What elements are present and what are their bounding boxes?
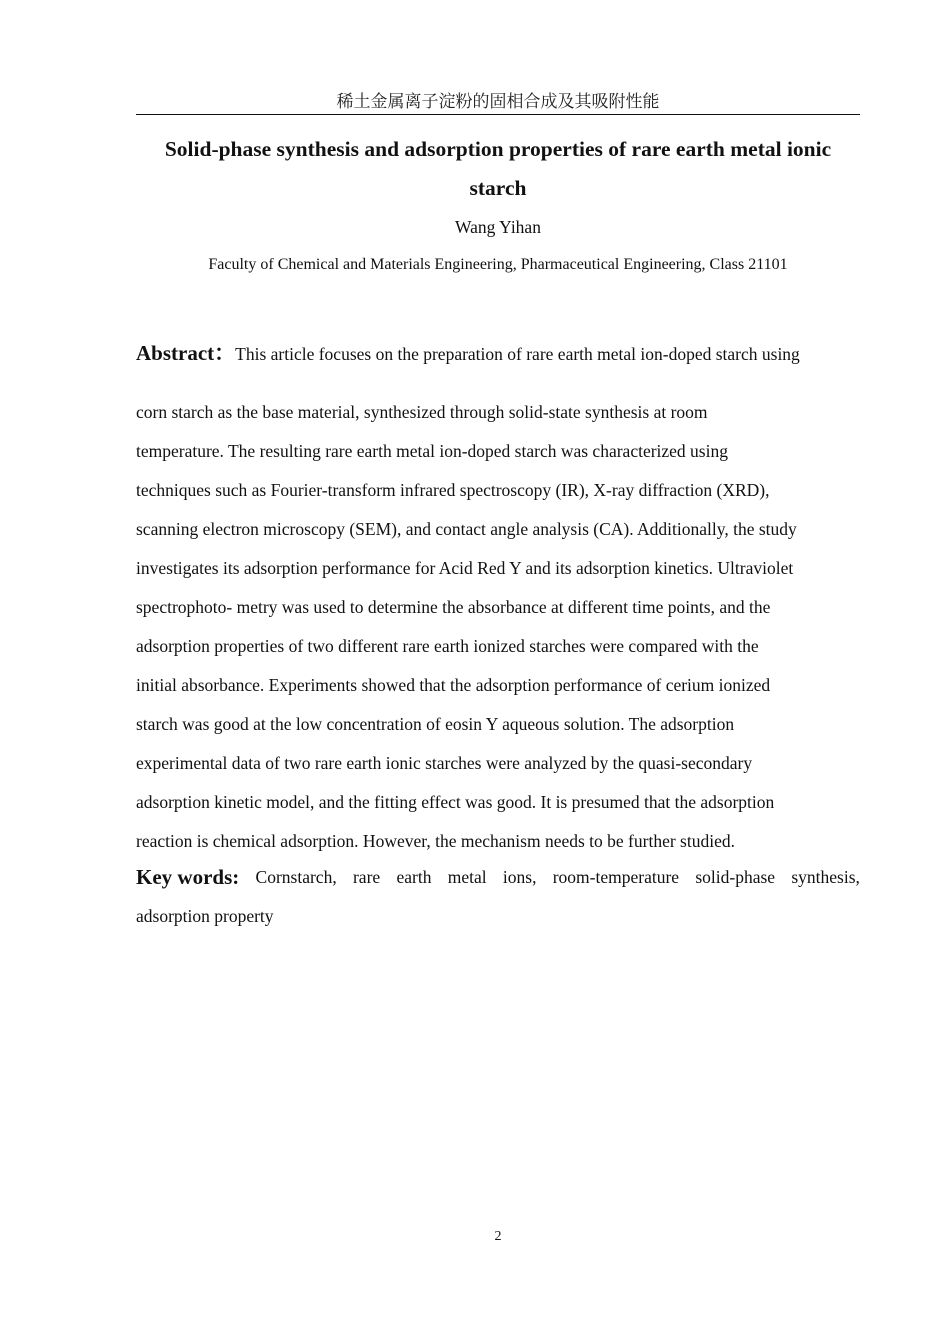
abstract-text-line: adsorption properties of two different rare earth ionized starches were compared with the — [136, 636, 759, 656]
keywords-line-2: adsorption property — [136, 906, 274, 926]
keyword-word: solid-phase — [695, 867, 776, 887]
abstract-text-line: temperature. The resulting rare earth metal ion-doped starch was characterized using — [136, 441, 728, 461]
abstract-text-line: scanning electron microscopy (SEM), and contact angle analysis (CA). Additionally, the study — [136, 519, 797, 539]
page-number: 2 — [494, 1229, 502, 1244]
author-name: Wang Yihan — [455, 217, 541, 237]
keywords-label: Key words: — [136, 865, 240, 889]
keyword-word: ions, — [502, 867, 537, 887]
keyword-word: synthesis, — [791, 867, 860, 887]
running-header: 稀土金属离子淀粉的固相合成及其吸附性能 — [336, 92, 660, 112]
author-affiliation: Faculty of Chemical and Materials Engineering, Pharmaceutical Engineering, Class 21101 — [208, 256, 788, 273]
abstract-text-line: This article focuses on the preparation of rare earth metal ion-doped starch using — [235, 344, 800, 364]
abstract-section — [136, 340, 860, 861]
abstract-text-line: techniques such as Fourier-transform infrared spectroscopy (IR), X-ray diffraction (XRD), — [136, 480, 770, 500]
abstract-text-line: investigates its adsorption performance for Acid Red Y and its adsorption kinetics. Ultraviolet — [136, 558, 794, 578]
keyword-word: room-temperature — [552, 867, 680, 887]
header-rule — [136, 114, 860, 115]
abstract-text-line: spectrophoto- metry was used to determine the absorbance at different time points, and the — [136, 597, 771, 617]
abstract-text-line: initial absorbance. Experiments showed that the adsorption performance of cerium ionized — [136, 675, 771, 695]
keywords-line-1 — [136, 858, 860, 897]
abstract-line-1 — [136, 340, 860, 393]
abstract-text-line: starch was good at the low concentration of eosin Y aqueous solution. The adsorption — [136, 714, 735, 734]
paper-title-line-2: starch — [469, 176, 527, 200]
abstract-text-line: adsorption kinetic model, and the fitting effect was good. It is presumed that the adsorption — [136, 792, 775, 812]
keyword-word: metal — [447, 867, 487, 887]
keyword-word: Cornstarch, — [255, 867, 337, 887]
keyword-word: earth — [396, 867, 432, 887]
abstract-text-line: corn starch as the base material, synthesized through solid-state synthesis at room — [136, 402, 708, 422]
keywords-section — [136, 858, 860, 936]
abstract-label: Abstract： — [136, 341, 236, 365]
paper-title-line-1: Solid-phase synthesis and adsorption properties of rare earth metal ionic — [164, 137, 832, 161]
abstract-text-line: experimental data of two rare earth ionic starches were analyzed by the quasi-secondary — [136, 753, 753, 773]
keyword-word: rare — [352, 867, 381, 887]
abstract-text-line: reaction is chemical adsorption. However, the mechanism needs to be further studied. — [136, 831, 735, 851]
paper-title — [136, 130, 860, 208]
